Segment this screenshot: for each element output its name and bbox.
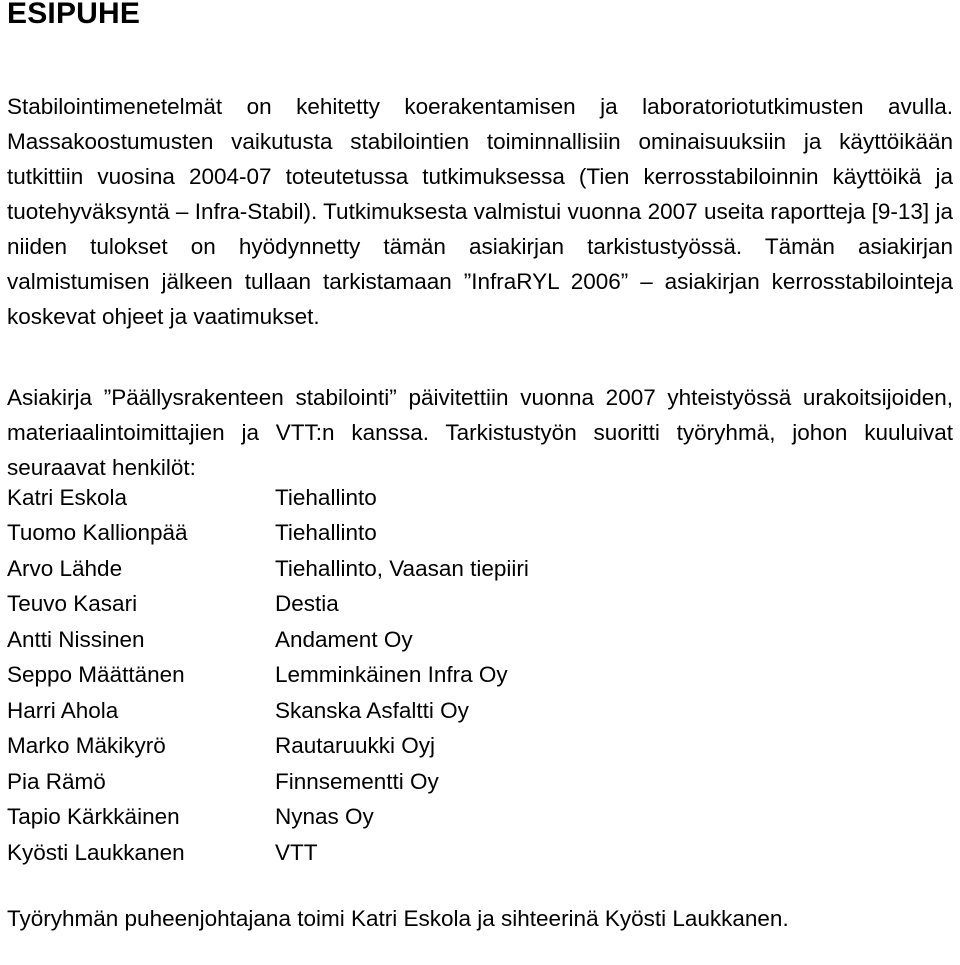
member-organization: Nynas Oy bbox=[275, 804, 374, 830]
member-organization: Tiehallinto bbox=[275, 520, 377, 546]
member-row bbox=[7, 764, 529, 800]
member-name: Tuomo Kallionpää bbox=[7, 520, 188, 546]
member-row bbox=[7, 835, 529, 871]
member-name: Antti Nissinen bbox=[7, 626, 145, 652]
member-name: Harri Ahola bbox=[7, 697, 119, 723]
member-name: Tapio Kärkkäinen bbox=[7, 804, 180, 830]
member-name: Pia Rämö bbox=[7, 768, 106, 794]
member-organization: Lemminkäinen Infra Oy bbox=[275, 662, 508, 688]
working-group-members-table bbox=[7, 480, 529, 871]
member-row bbox=[7, 693, 529, 729]
member-organization: VTT bbox=[275, 839, 318, 865]
member-row bbox=[7, 551, 529, 587]
member-row bbox=[7, 658, 529, 694]
member-organization: Rautaruukki Oyj bbox=[275, 733, 436, 759]
member-row bbox=[7, 800, 529, 836]
member-row bbox=[7, 480, 529, 516]
page-title: ESIPUHE bbox=[7, 0, 141, 30]
member-row bbox=[7, 516, 529, 552]
member-name: Marko Mäkikyrö bbox=[7, 733, 166, 759]
member-name: Kyösti Laukkanen bbox=[7, 839, 185, 865]
member-name: Teuvo Kasari bbox=[7, 591, 138, 617]
member-name: Katri Eskola bbox=[7, 484, 128, 510]
member-row bbox=[7, 587, 529, 623]
member-organization: Andament Oy bbox=[275, 626, 413, 652]
chair-secretary-paragraph: Työryhmän puheenjohtajana toimi Katri Eskola ja sihteerinä Kyösti Laukkanen. bbox=[7, 906, 789, 931]
member-organization: Finnsementti Oy bbox=[275, 768, 439, 794]
member-row bbox=[7, 622, 529, 658]
member-organization: Destia bbox=[275, 591, 339, 617]
member-organization: Tiehallinto bbox=[275, 484, 377, 510]
intro-paragraph: Stabilointimenetelmät on kehitetty koerakentamisen ja laboratoriotutkimusten avulla. Massakoostumusten vaikutusta stabilointien toiminnallisiin ominaisuuksiin ja käyttöikään tutkittiin vuosina 2004-07 toteutetussa tutkimuksessa (Tien kerrosstabiloinnin käyttöikä ja tuotehyväksyntä – Infra-Stabil). Tutkimuksesta valmistui vuonna 2007 useita raportteja [9-13] ja niiden tulokset on hyödynnetty tämän asiakirjan tarkistustyössä. Tämän asiakirjan valmistumisen jälkeen tullaan tarkistamaan ”InfraRYL 2006” – asiakirjan kerrosstabilointeja koskevat ohjeet ja vaatimukset. bbox=[7, 94, 953, 329]
member-name: Arvo Lähde bbox=[7, 555, 123, 581]
member-name: Seppo Määttänen bbox=[7, 662, 185, 688]
member-row bbox=[7, 729, 529, 765]
member-organization: Skanska Asfaltti Oy bbox=[275, 697, 469, 723]
member-organization: Tiehallinto, Vaasan tiepiiri bbox=[275, 555, 529, 581]
working-group-paragraph: Asiakirja ”Päällysrakenteen stabilointi” päivitettiin vuonna 2007 yhteistyössä urakoitsijoiden, materiaalintoimittajien ja VTT:n kanssa. Tarkistustyön suoritti työryhmä, johon kuuluivat seuraavat henkilöt: bbox=[7, 385, 953, 480]
